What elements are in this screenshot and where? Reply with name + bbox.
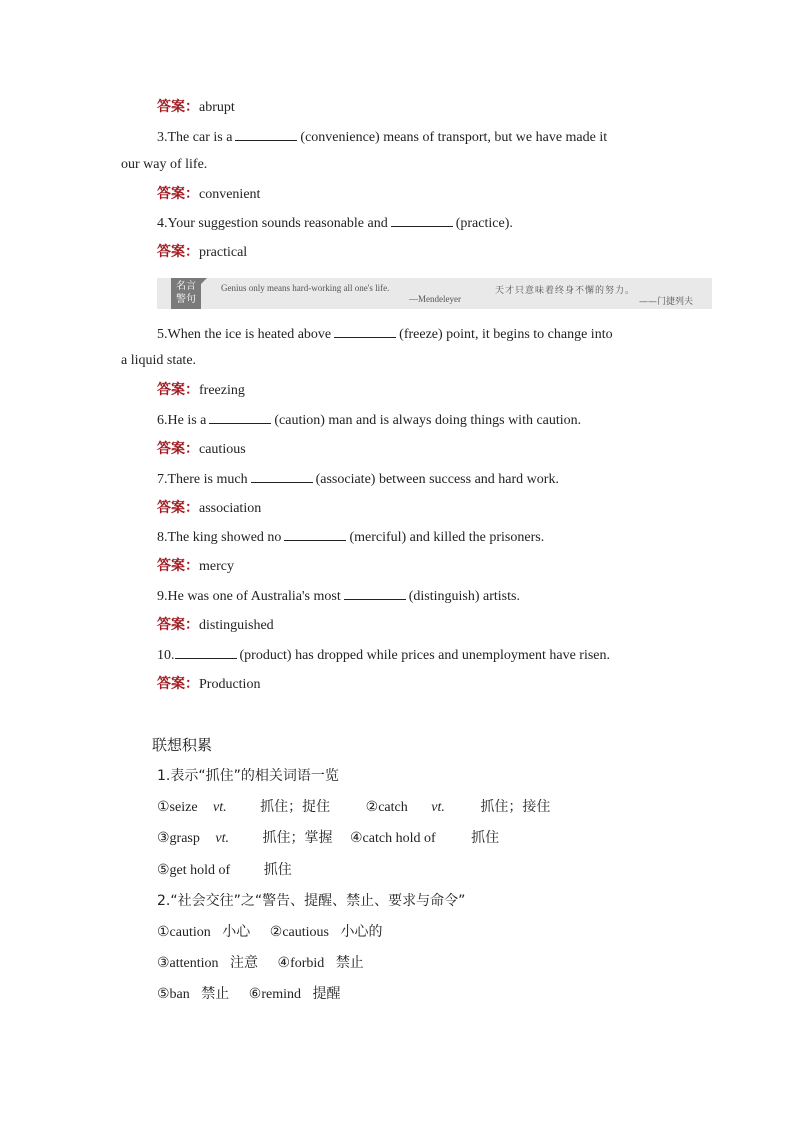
- question-text-after: (merciful) and killed the prisoners.: [349, 530, 545, 545]
- question-text-before: 3.The car is a: [157, 130, 233, 145]
- vocab-pos: vt.: [213, 800, 227, 815]
- answer-text: Production: [199, 677, 261, 692]
- answer-text: convenient: [199, 187, 261, 202]
- answer-text: cautious: [199, 442, 246, 457]
- vocab-word: ④catch hold of: [349, 831, 436, 846]
- answer-line: [157, 440, 246, 459]
- question-line: [157, 587, 520, 606]
- vocab-meaning: 抓住；接住: [480, 799, 551, 815]
- answer-label: 答案：: [157, 382, 199, 398]
- question-text-after: (convenience) means of transport, but we have made it: [300, 130, 608, 145]
- question-text-before: 4.Your suggestion sounds reasonable and: [157, 216, 388, 231]
- vocab-meaning: 抓住: [471, 830, 500, 846]
- question-text-before: 6.He is a: [157, 413, 207, 428]
- question-text-before: 10.: [157, 648, 175, 663]
- vocab-meaning: 小心的: [340, 924, 383, 940]
- question-text-after: (product) has dropped while prices and unemployment have risen.: [239, 648, 611, 663]
- subsection-title: 1.表示“抓住”的相关词语一览: [157, 768, 339, 784]
- answer-line: [157, 499, 261, 518]
- vocab-meaning: 禁止: [201, 986, 230, 1002]
- vocab-row: [157, 798, 550, 817]
- vocab-word: ①caution: [157, 925, 211, 940]
- question-text-before: 5.When the ice is heated above: [157, 327, 332, 342]
- question-line: [157, 528, 544, 547]
- answer-label: 答案：: [157, 617, 199, 633]
- quote-banner: [157, 278, 712, 309]
- answer-line: [157, 381, 245, 400]
- vocab-word: ⑤get hold of: [157, 863, 231, 878]
- answer-blank: [391, 214, 453, 227]
- question-line: [157, 470, 559, 489]
- question-line: [157, 646, 610, 665]
- answer-label: 答案：: [157, 99, 199, 115]
- answer-blank: [344, 587, 406, 600]
- answer-label: 答案：: [157, 441, 199, 457]
- answer-blank: [251, 470, 313, 483]
- answer-text: practical: [199, 245, 248, 260]
- answer-text: freezing: [199, 383, 245, 398]
- answer-blank: [334, 325, 396, 338]
- answer-text: abrupt: [199, 100, 235, 115]
- vocab-pos: vt.: [215, 831, 229, 846]
- quote-english-author: —Mendeleyer: [409, 294, 461, 304]
- answer-label: 答案：: [157, 558, 199, 574]
- section-title: 联想积累: [152, 736, 213, 754]
- vocab-meaning: 小心: [222, 924, 251, 940]
- vocab-meaning: 禁止: [335, 955, 364, 971]
- vocab-row: [157, 954, 364, 973]
- answer-line: [157, 675, 260, 694]
- answer-blank: [209, 411, 271, 424]
- vocab-meaning: 抓住；捉住: [260, 799, 331, 815]
- question-text-before: 9.He was one of Australia's most: [157, 589, 341, 604]
- answer-line: [157, 557, 234, 576]
- vocab-word: ②cautious: [269, 925, 329, 940]
- subsection-title: 2.“社会交往”之“警告、提醒、禁止、要求与命令”: [157, 893, 466, 909]
- question-line: [157, 411, 581, 430]
- question-line: [157, 325, 613, 344]
- answer-text: association: [199, 501, 262, 516]
- quote-english: Genius only means hard-working all one's life.: [221, 283, 390, 293]
- vocab-word: ①seize: [157, 800, 198, 815]
- quote-chinese-author: ——门捷列夫: [639, 297, 694, 307]
- question-text-before: 8.The king showed no: [157, 530, 282, 545]
- quote-tag: [171, 278, 201, 309]
- answer-blank: [175, 646, 237, 659]
- vocab-row: [157, 829, 499, 848]
- answer-line: [157, 243, 247, 262]
- quote-tag-line2: 警句: [176, 294, 196, 305]
- vocab-row: [157, 861, 292, 880]
- vocab-meaning: 注意: [230, 955, 259, 971]
- vocab-pos: vt.: [431, 800, 445, 815]
- question-line: [157, 128, 607, 147]
- question-continuation: our way of life.: [121, 157, 208, 172]
- quote-chinese: 天才只意味着终身不懈的努力。: [495, 286, 636, 296]
- question-text-after: (freeze) point, it begins to change into: [399, 327, 613, 342]
- answer-text: distinguished: [199, 618, 274, 633]
- answer-text: mercy: [199, 559, 234, 574]
- vocab-word: ⑥remind: [248, 987, 301, 1002]
- question-text-after: (caution) man and is always doing things with caution.: [274, 413, 582, 428]
- answer-label: 答案：: [157, 500, 199, 516]
- answer-line: [157, 616, 274, 635]
- question-text-after: (practice).: [455, 216, 513, 231]
- question-continuation: a liquid state.: [121, 353, 197, 368]
- answer-blank: [284, 528, 346, 541]
- vocab-row: [157, 985, 340, 1004]
- vocab-meaning: 提醒: [312, 986, 341, 1002]
- question-text-after: (distinguish) artists.: [408, 589, 520, 604]
- answer-label: 答案：: [157, 244, 199, 260]
- vocab-word: ②catch: [365, 800, 408, 815]
- answer-label: 答案：: [157, 676, 199, 692]
- vocab-word: ③attention: [157, 956, 219, 971]
- question-line: [157, 214, 513, 233]
- question-text-after: (associate) between success and hard work.: [315, 472, 559, 487]
- vocab-word: ③grasp: [157, 831, 200, 846]
- vocab-meaning: 抓住: [263, 862, 292, 878]
- vocab-row: [157, 923, 382, 942]
- answer-label: 答案：: [157, 186, 199, 202]
- answer-line: [157, 98, 235, 117]
- question-text-before: 7.There is much: [157, 472, 248, 487]
- vocab-word: ④forbid: [277, 956, 325, 971]
- answer-line: [157, 185, 260, 204]
- answer-blank: [235, 128, 297, 141]
- vocab-meaning: 抓住；掌握: [262, 830, 333, 846]
- vocab-word: ⑤ban: [157, 987, 190, 1002]
- quote-tag-line1: 名言: [176, 281, 196, 292]
